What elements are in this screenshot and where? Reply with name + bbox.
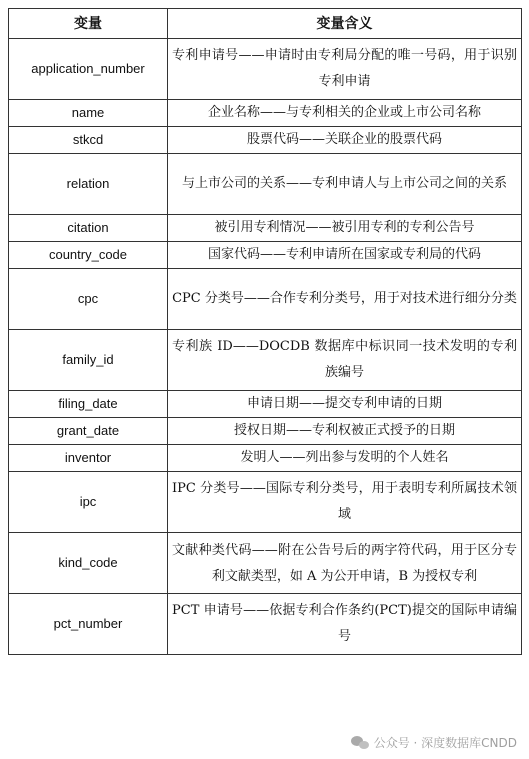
watermark-text: 公众号 · 深度数据库CNDD — [373, 736, 517, 750]
header-variable: 变量 — [9, 9, 168, 39]
table-row — [9, 127, 522, 154]
watermark — [351, 734, 517, 751]
table-row — [9, 391, 522, 418]
variable-name: ipc — [9, 472, 168, 533]
variable-meaning: 专利申请号——申请时由专利局分配的唯一号码，用于识别专利申请 — [168, 39, 522, 100]
variable-meaning: 企业名称——与专利相关的企业或上市公司名称 — [168, 100, 522, 127]
variable-meaning: 与上市公司的关系——专利申请人与上市公司之间的关系 — [168, 154, 522, 215]
variable-meaning: 发明人——列出参与发明的个人姓名 — [168, 445, 522, 472]
variable-name: grant_date — [9, 418, 168, 445]
variable-meaning: 专利族 ID——DOCDB 数据库中标识同一技术发明的专利族编号 — [168, 330, 522, 391]
variables-table — [8, 8, 522, 655]
variable-name: stkcd — [9, 127, 168, 154]
variable-meaning — [168, 533, 522, 594]
header-meaning: 变量含义 — [168, 9, 522, 39]
table-row — [9, 39, 522, 100]
table-row — [9, 330, 522, 391]
variable-meaning: 国家代码——专利申请所在国家或专利局的代码 — [168, 242, 522, 269]
variable-meaning: 股票代码——关联企业的股票代码 — [168, 127, 522, 154]
variable-name: country_code — [9, 242, 168, 269]
variable-name: citation — [9, 215, 168, 242]
table-row — [9, 269, 522, 330]
variable-name: family_id — [9, 330, 168, 391]
variable-name: cpc — [9, 269, 168, 330]
variable-meaning: CPC 分类号——合作专利分类号，用于对技术进行细分分类 — [168, 269, 522, 330]
table-row — [9, 594, 522, 655]
table-row — [9, 100, 522, 127]
variable-name: relation — [9, 154, 168, 215]
variable-name: kind_code — [9, 533, 168, 594]
variable-meaning: PCT 申请号——依据专利合作条约(PCT)提交的国际申请编号 — [168, 594, 522, 655]
variable-name: pct_number — [9, 594, 168, 655]
variable-name: name — [9, 100, 168, 127]
table-row — [9, 242, 522, 269]
variable-meaning: 被引用专利情况——被引用专利的专利公告号 — [168, 215, 522, 242]
table-row — [9, 418, 522, 445]
variable-name: inventor — [9, 445, 168, 472]
table-row — [9, 154, 522, 215]
header-row — [9, 9, 522, 39]
table-row — [9, 215, 522, 242]
table-row — [9, 445, 522, 472]
variable-meaning: 授权日期——专利权被正式授予的日期 — [168, 418, 522, 445]
table-row — [9, 533, 522, 594]
variable-name: filing_date — [9, 391, 168, 418]
variable-meaning: 申请日期——提交专利申请的日期 — [168, 391, 522, 418]
table-row — [9, 472, 522, 533]
variable-meaning-text: 文献种类代码——附在公告号后的两字符代码，用于区分专利文献类型，如 A 为公开申请，B 为授权专利 — [172, 543, 517, 584]
wechat-icon — [351, 735, 369, 750]
variable-name: application_number — [9, 39, 168, 100]
variable-meaning: IPC 分类号——国际专利分类号，用于表明专利所属技术领域 — [168, 472, 522, 533]
